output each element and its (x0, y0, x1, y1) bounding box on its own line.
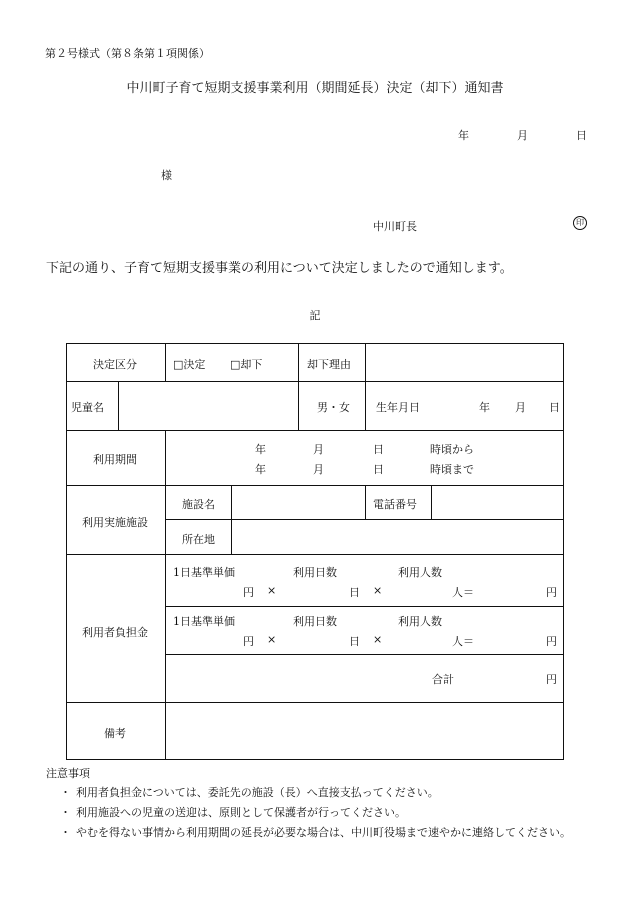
col-divider (118, 381, 119, 430)
note-item (60, 784, 439, 800)
gender-field: 男・女 (317, 401, 350, 414)
facility-label: 利用実施施設 (82, 516, 148, 529)
row-divider (67, 430, 563, 431)
decision-approve-checkbox[interactable]: □決定 (173, 358, 206, 371)
row-divider (67, 702, 563, 703)
times-sign: × (267, 633, 277, 646)
col-divider (365, 485, 366, 519)
persons-label: 利用人数 (398, 566, 442, 579)
total-yen: 円 (546, 673, 557, 686)
persons-equals: 人＝ (452, 635, 474, 648)
row-divider (67, 485, 563, 486)
addressee-suffix: 様 (161, 169, 172, 182)
date-year: 年 (458, 129, 469, 142)
phone-label: 電話番号 (373, 498, 417, 511)
period-label: 利用期間 (93, 453, 137, 466)
times-sign: × (373, 584, 383, 597)
note-text: 利用施設への児童の送迎は、原則として保護者が行ってください。 (76, 806, 406, 819)
seal-mark: 印 (573, 216, 587, 230)
document-title: 中川町子育て短期支援事業利用（期間延長）決定（却下）通知書 (126, 81, 504, 96)
rate-yen: 円 (243, 635, 254, 648)
facility-name-label: 施設名 (182, 498, 215, 511)
ki-heading: 記 (309, 309, 321, 322)
col-divider (165, 430, 166, 759)
row-divider (67, 554, 563, 555)
rate-yen: 円 (243, 586, 254, 599)
burden-divider (165, 606, 563, 607)
form-number: 第２号様式（第８条第１項関係） (45, 47, 210, 60)
bullet: ・ (60, 786, 71, 799)
col-divider (298, 344, 299, 430)
date-month: 月 (517, 129, 528, 142)
period-from-day: 日 (373, 443, 384, 456)
daily-rate-label: 1日基準単価 (173, 615, 235, 628)
birthdate-label: 生年月日 (376, 401, 420, 414)
decision-label: 決定区分 (93, 358, 137, 371)
period-from-label: 時頃から (430, 443, 474, 456)
note-item (60, 804, 406, 820)
days-label: 利用日数 (293, 615, 337, 628)
col-divider (165, 344, 166, 381)
days-unit: 日 (349, 586, 360, 599)
burden-label: 利用者負担金 (82, 626, 148, 639)
col-divider (365, 344, 366, 430)
days-label: 利用日数 (293, 566, 337, 579)
date-day: 日 (576, 129, 587, 142)
remarks-label: 備考 (104, 727, 126, 740)
persons-equals: 人＝ (452, 586, 474, 599)
birth-year: 年 (479, 401, 490, 414)
row-divider (67, 381, 563, 382)
reject-reason-label: 却下理由 (307, 358, 351, 371)
col-divider (431, 485, 432, 519)
result-yen: 円 (546, 586, 557, 599)
decision-table (66, 343, 564, 760)
note-item (60, 824, 571, 840)
decision-reject-checkbox[interactable]: □却下 (230, 358, 263, 371)
period-to-label: 時頃まで (430, 463, 474, 476)
facility-divider (165, 519, 563, 520)
intro-text: 下記の通り、子育て短期支援事業の利用について決定しましたので通知します。 (46, 261, 513, 276)
days-unit: 日 (349, 635, 360, 648)
daily-rate-label: 1日基準単価 (173, 566, 235, 579)
bullet: ・ (60, 806, 71, 819)
child-name-label: 児童名 (71, 401, 104, 414)
persons-label: 利用人数 (398, 615, 442, 628)
bullet: ・ (60, 826, 71, 839)
times-sign: × (373, 633, 383, 646)
birth-day: 日 (549, 401, 560, 414)
period-to-year: 年 (255, 463, 266, 476)
total-label: 合計 (432, 673, 454, 686)
period-to-month: 月 (313, 463, 324, 476)
times-sign: × (267, 584, 277, 597)
period-from-month: 月 (313, 443, 324, 456)
notes-heading: 注意事項 (46, 767, 90, 780)
address-label: 所在地 (182, 533, 215, 546)
birth-month: 月 (515, 401, 526, 414)
note-text: やむを得ない事情から利用期間の延長が必要な場合は、中川町役場まで速やかに連絡してください。 (76, 826, 571, 839)
col-divider (231, 485, 232, 554)
period-to-day: 日 (373, 463, 384, 476)
note-text: 利用者負担金については、委託先の施設（長）へ直接支払ってください。 (76, 786, 439, 799)
period-from-year: 年 (255, 443, 266, 456)
issuer-name: 中川町長 (373, 220, 417, 233)
burden-divider (165, 654, 563, 655)
result-yen: 円 (546, 635, 557, 648)
